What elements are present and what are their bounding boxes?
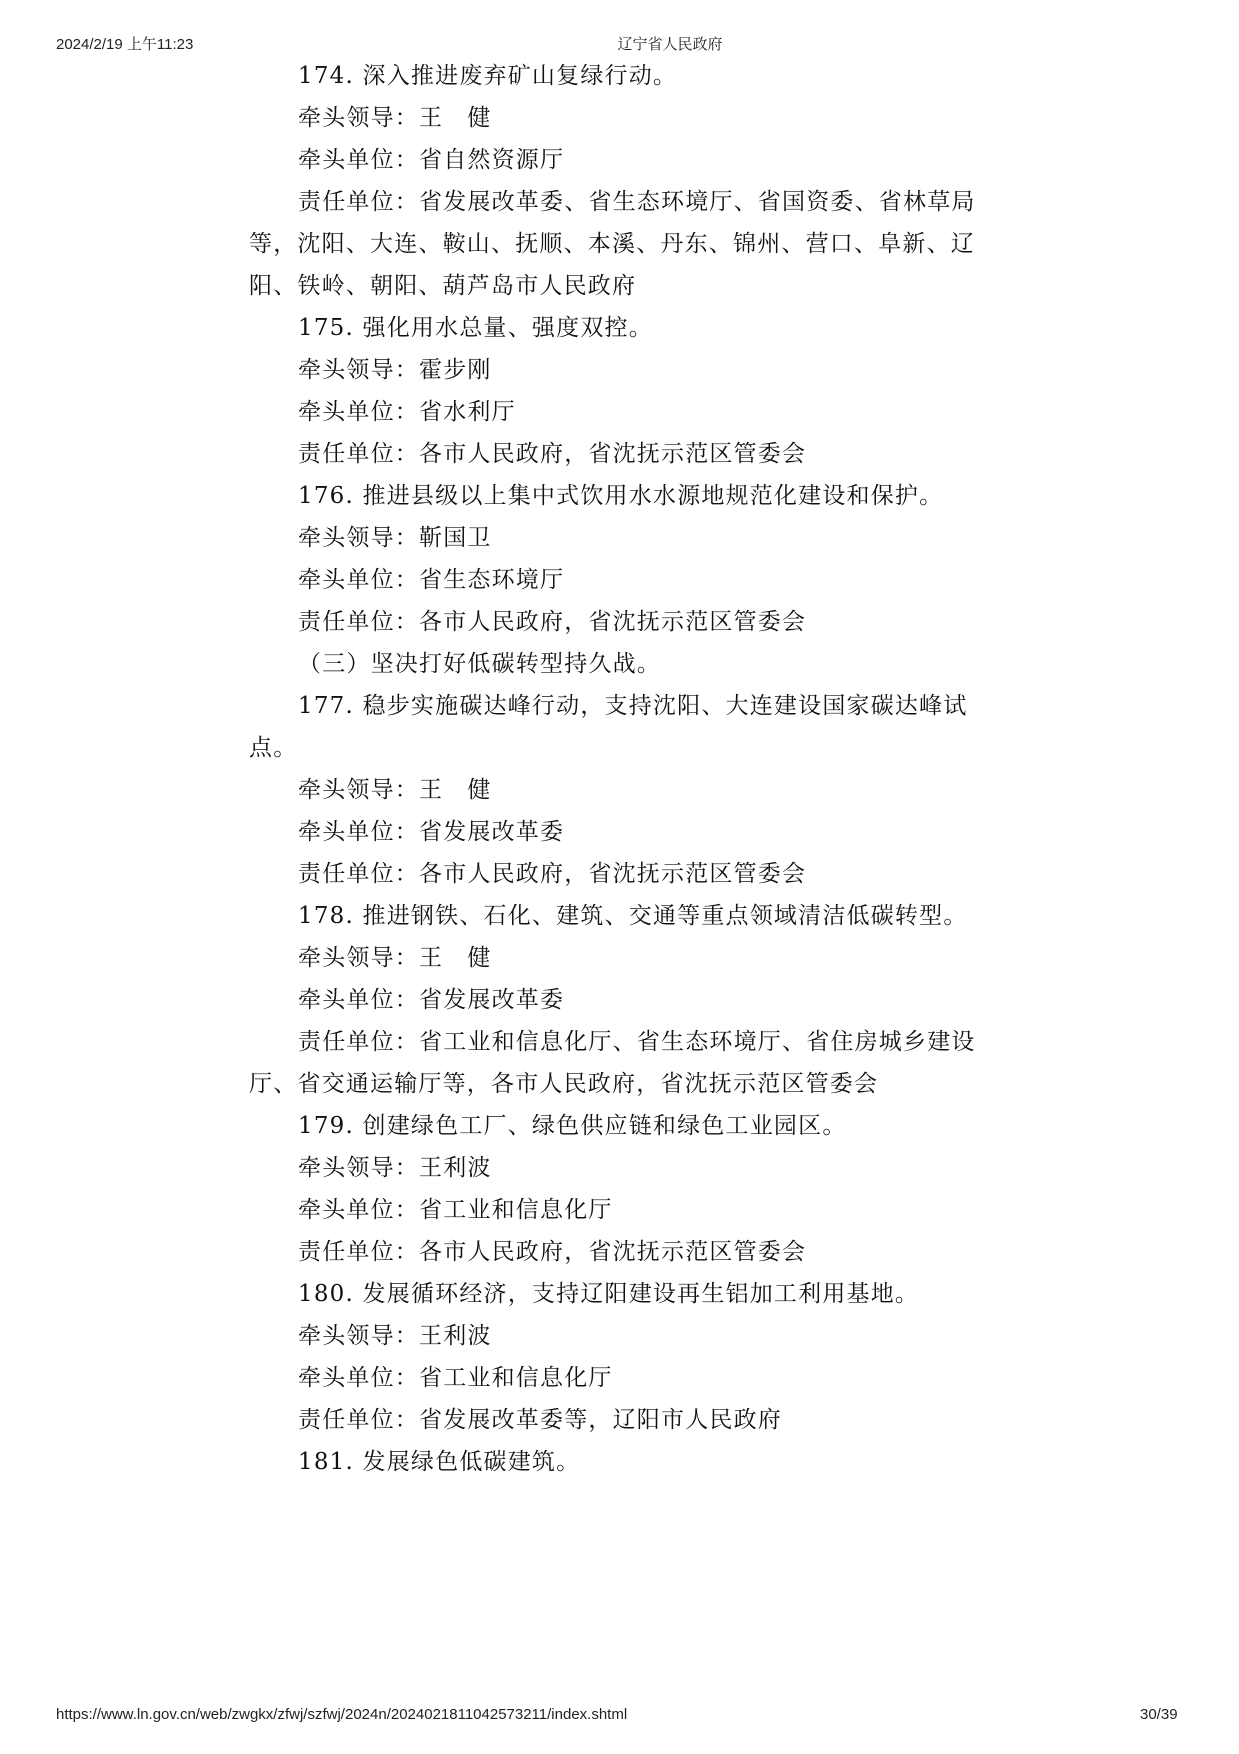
item-174-lead-unit: 牵头单位：省自然资源厅 bbox=[298, 147, 565, 173]
site-title: 辽宁省人民政府 bbox=[617, 36, 723, 53]
item-176-lead-leader: 牵头领导：靳国卫 bbox=[298, 525, 492, 551]
item-178-title: 178. 推进钢铁、石化、建筑、交通等重点领域清洁低碳转型。 bbox=[298, 903, 968, 929]
item-181-title: 181. 发展绿色低碳建筑。 bbox=[298, 1449, 581, 1475]
item-179-lead-leader: 牵头领导：王利波 bbox=[298, 1155, 492, 1181]
page-number: 30/39 bbox=[1140, 1706, 1178, 1723]
item-176-title: 176. 推进县级以上集中式饮用水水源地规范化建设和保护。 bbox=[298, 483, 944, 509]
item-180-title: 180. 发展循环经济，支持辽阳建设再生铝加工利用基地。 bbox=[298, 1281, 920, 1307]
item-177-lead-leader: 牵头领导：王 健 bbox=[298, 777, 492, 803]
item-177-title-cont: 点。 bbox=[249, 735, 298, 761]
item-175-lead-unit: 牵头单位：省水利厅 bbox=[298, 399, 516, 425]
item-180-lead-unit: 牵头单位：省工业和信息化厅 bbox=[298, 1365, 613, 1391]
item-177-responsible: 责任单位：各市人民政府，省沈抚示范区管委会 bbox=[298, 861, 807, 887]
item-174-responsible-cont: 阳、铁岭、朝阳、葫芦岛市人民政府 bbox=[249, 273, 637, 299]
section-heading: （三）坚决打好低碳转型持久战。 bbox=[298, 651, 661, 677]
item-174-lead-leader: 牵头领导：王 健 bbox=[298, 105, 492, 131]
item-178-responsible: 责任单位：省工业和信息化厅、省生态环境厅、省住房城乡建设 bbox=[298, 1029, 976, 1055]
item-177-title: 177. 稳步实施碳达峰行动，支持沈阳、大连建设国家碳达峰试 bbox=[298, 693, 968, 719]
item-179-lead-unit: 牵头单位：省工业和信息化厅 bbox=[298, 1197, 613, 1223]
item-174-responsible: 责任单位：省发展改革委、省生态环境厅、省国资委、省林草局 bbox=[298, 189, 976, 215]
item-178-responsible-cont: 厅、省交通运输厅等，各市人民政府，省沈抚示范区管委会 bbox=[249, 1071, 879, 1097]
page-url-link[interactable]: https://www.ln.gov.cn/web/zwgkx/zfwj/szfwj/2024n/2024021811042573211/index.shtml bbox=[56, 1706, 628, 1723]
item-175-responsible: 责任单位：各市人民政府，省沈抚示范区管委会 bbox=[298, 441, 807, 467]
item-174-responsible-cont: 等，沈阳、大连、鞍山、抚顺、本溪、丹东、锦州、营口、阜新、辽 bbox=[249, 231, 975, 257]
item-180-responsible: 责任单位：省发展改革委等，辽阳市人民政府 bbox=[298, 1407, 782, 1433]
item-176-lead-unit: 牵头单位：省生态环境厅 bbox=[298, 567, 565, 593]
item-176-responsible: 责任单位：各市人民政府，省沈抚示范区管委会 bbox=[298, 609, 807, 635]
item-175-lead-leader: 牵头领导：霍步刚 bbox=[298, 357, 492, 383]
item-175-title: 175. 强化用水总量、强度双控。 bbox=[298, 315, 653, 341]
item-178-lead-unit: 牵头单位：省发展改革委 bbox=[298, 987, 565, 1013]
item-179-responsible: 责任单位：各市人民政府，省沈抚示范区管委会 bbox=[298, 1239, 807, 1265]
item-178-lead-leader: 牵头领导：王 健 bbox=[298, 945, 492, 971]
item-180-lead-leader: 牵头领导：王利波 bbox=[298, 1323, 492, 1349]
item-179-title: 179. 创建绿色工厂、绿色供应链和绿色工业园区。 bbox=[298, 1113, 847, 1139]
print-datetime: 2024/2/19 上午11:23 bbox=[56, 36, 194, 53]
item-177-lead-unit: 牵头单位：省发展改革委 bbox=[298, 819, 565, 845]
item-174-title: 174. 深入推进废弃矿山复绿行动。 bbox=[298, 63, 678, 89]
